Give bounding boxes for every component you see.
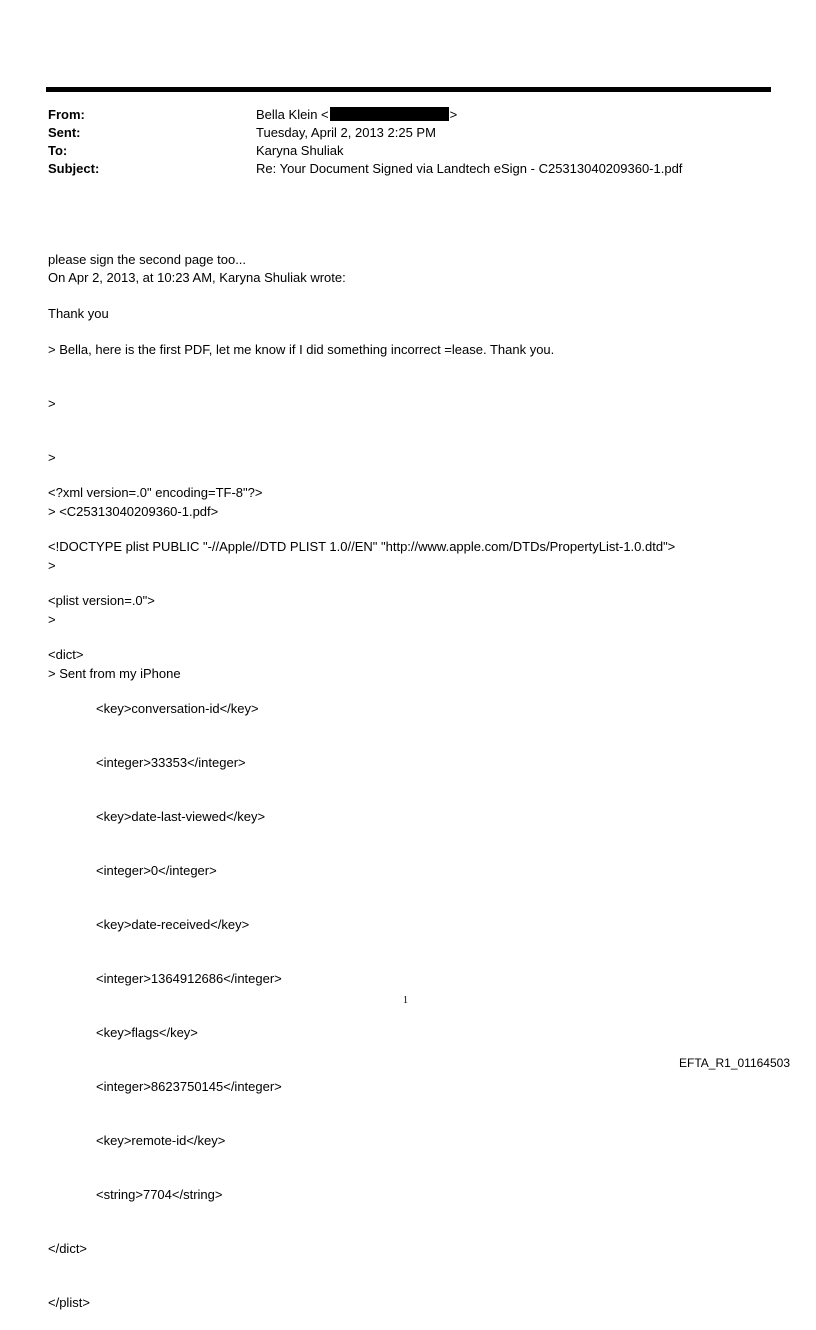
plist-line: <?xml version=.0" encoding=TF-8"?> <box>48 485 263 500</box>
redaction-box <box>330 107 449 121</box>
reply-line: please sign the second page too... <box>48 252 247 267</box>
plist-line: <key>conversation-id</key> <box>96 701 259 716</box>
from-value <box>256 106 457 124</box>
quoted-line: > <box>48 612 56 627</box>
page-number: 1 <box>403 995 408 1006</box>
plist-line: <integer>33353</integer> <box>96 755 246 770</box>
plist-line: <key>date-last-viewed</key> <box>96 809 266 824</box>
plist-line: </dict> <box>48 1241 88 1256</box>
sent-value: Tuesday, April 2, 2013 2:25 PM <box>256 125 436 140</box>
to-value: Karyna Shuliak <box>256 143 344 158</box>
header-rule <box>46 87 771 92</box>
plist-block <box>48 448 675 1330</box>
subject-label: Subject: <box>48 161 100 176</box>
plist-line: <!DOCTYPE plist PUBLIC "-//Apple//DTD PLIST 1.0//EN" "http://www.apple.com/DTDs/PropertyList-1.0.dtd"> <box>48 539 676 554</box>
bates-number: EFTA_R1_01164503 <box>679 1056 790 1070</box>
sent-label: Sent: <box>48 125 81 140</box>
to-label: To: <box>48 143 68 158</box>
quoted-line: > <box>48 450 56 465</box>
quoted-line: > <box>48 558 56 573</box>
from-close: > <box>449 107 458 122</box>
plist-line: <integer>0</integer> <box>96 863 217 878</box>
plist-line: </plist> <box>48 1295 90 1310</box>
from-label: From: <box>48 107 85 122</box>
plist-line: <integer>1364912686</integer> <box>96 971 282 986</box>
subject-value: Re: Your Document Signed via Landtech eSign - C25313040209360-1.pdf <box>256 161 683 176</box>
reply-line: Thank you <box>48 306 109 321</box>
quoted-line: > <C25313040209360-1.pdf> <box>48 504 219 519</box>
quoted-line: > Sent from my iPhone <box>48 666 181 681</box>
attribution-line: On Apr 2, 2013, at 10:23 AM, Karyna Shuliak wrote: <box>48 270 346 285</box>
plist-line: <key>flags</key> <box>96 1025 198 1040</box>
from-name: Bella Klein < <box>256 107 329 122</box>
quoted-line: > Bella, here is the first PDF, let me know if I did something incorrect =lease. Thank you. <box>48 342 555 357</box>
plist-line: <key>date-received</key> <box>96 917 250 932</box>
plist-line: <string>7704</string> <box>96 1187 223 1202</box>
plist-line: <integer>8623750145</integer> <box>96 1079 282 1094</box>
plist-line: <dict> <box>48 647 84 662</box>
plist-line: <plist version=.0"> <box>48 593 155 608</box>
plist-line: <key>remote-id</key> <box>96 1133 226 1148</box>
quoted-line: > <box>48 396 56 411</box>
